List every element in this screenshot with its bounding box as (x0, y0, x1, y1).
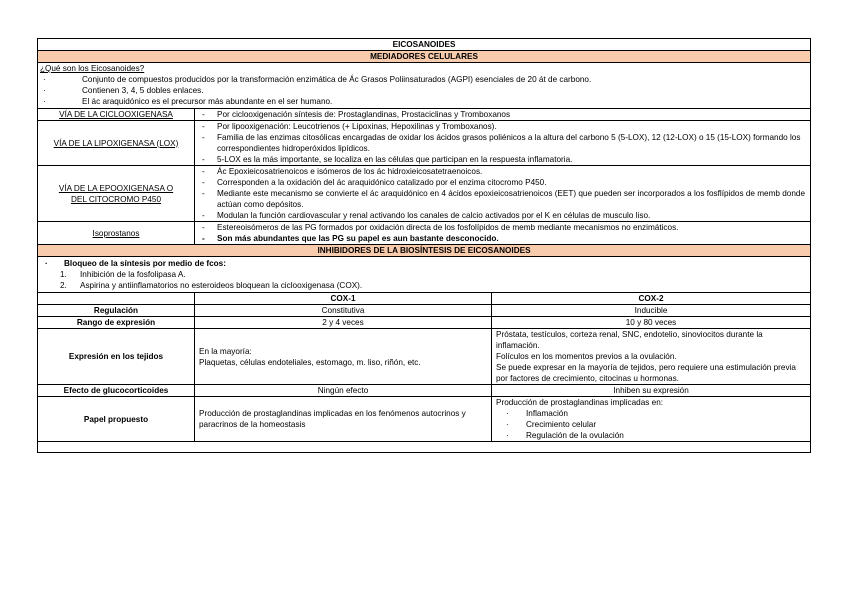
pathway-name-lox: VÍA DE LA LIPOXIGENASA (LOX) (38, 121, 195, 166)
pathway-name-isoprostanos: Isoprostanos (38, 222, 195, 245)
papel-item: · Inflamación (496, 408, 806, 419)
pathway-item: - Corresponden a la oxidación del ác araquidónico catalizado por el enzima citocromo P450. (199, 177, 806, 188)
intro-bullet: · Contienen 3, 4, 5 dobles enlaces. (40, 85, 810, 96)
pathway-name-p450: VÍA DE LA EPOOXIGENASA O DEL CITOCROMO P450 (38, 166, 195, 222)
row-label-regulacion: Regulación (38, 305, 195, 317)
table-title: EICOSANOIDES (38, 39, 811, 51)
document-page (37, 38, 810, 453)
item-text: Aspirina y antiinflamatorios no esteroideos bloquean la ciclooxigenasa (COX). (80, 281, 363, 290)
pathway-item: - Modulan la función cardiovascular y renal activando los canales de calcio activados por el K en células de musculo liso. (199, 210, 806, 221)
pathway-name-cox: VÍA DE LA CICLOOXIGENASA (38, 109, 195, 121)
intro-bullet: · El ác araquidónico es el precursor más abundante en el ser humano. (40, 96, 810, 107)
row-label-expresion: Expresión en los tejidos (38, 329, 195, 385)
item-text: Inhibición de la fosfolipasa A. (80, 270, 186, 279)
cox2-glucocorticoides: Inhiben su expresión (492, 385, 811, 397)
item-number: 1. (60, 270, 67, 279)
cox1-glucocorticoides: Ningún efecto (195, 385, 492, 397)
expresion-line: Próstata, testículos, corteza renal, SNC, endotelio, sinoviocitos durante la inflamación. (496, 330, 763, 350)
pathway-details-lox (195, 121, 811, 166)
question-heading: ¿Qué son los Eicosanoides? (40, 64, 145, 73)
section-header-mediadores: MEDIADORES CELULARES (38, 51, 811, 63)
papel-item: · Regulación de la ovulación (496, 430, 806, 441)
eicosanoides-table (37, 38, 811, 453)
item-number: 2. (60, 281, 67, 290)
cox1-header: COX-1 (195, 293, 492, 305)
inhibition-cell (38, 257, 811, 293)
cox2-header: COX-2 (492, 293, 811, 305)
pathway-details-p450 (195, 166, 811, 222)
cox1-regulacion: Constitutiva (195, 305, 492, 317)
inhibition-item (42, 269, 810, 280)
pathway-details-isoprostanos (195, 222, 811, 245)
pathway-item: - Familia de las enzimas citosólicas encargadas de oxidar los ácidos grasos poliénicos a la altura del carbono 5 (5-LOX), 12 (12-LOX) o 15 (15-LOX) formando los correspondientes hidroperóxidos lipídicos. (199, 132, 806, 154)
pathway-item: - Son más abundantes que las PG su papel es aun bastante desconocido. (199, 233, 806, 244)
inhibition-item (42, 280, 810, 291)
cox2-rango: 10 y 80 veces (492, 317, 811, 329)
expresion-line: Folículos en los momentos previos a la ovulación. (496, 352, 677, 361)
section-header-inhibidores: INHIBIDORES DE LA BIOSÍNTESIS DE EICOSANOIDES (38, 245, 811, 257)
pathway-item: - Ác Epoxieicosatrienoicos e isómeros de los ác hidroxieicosatetraenoicos. (199, 166, 806, 177)
pathway-item: - Por lipooxigenación: Leucotrienos (+ Lipoxinas, Hepoxilinas y Tromboxanos). (199, 121, 806, 132)
pathway-item: - 5-LOX es la más importante, se localiza en las células que participan en la respuesta inflamatoria. (199, 154, 806, 165)
pathway-details-cox (195, 109, 811, 121)
cox2-papel (492, 397, 811, 442)
cox1-rango: 2 y 4 veces (195, 317, 492, 329)
intro-bullet: · Conjunto de compuestos producidos por la transformación enzimática de Ác Grasos Poliinsaturados (AGPI) esenciales de 20 át de carbono. (40, 74, 810, 85)
expresion-line: Plaquetas, células endoteliales, estomago, m. liso, riñón, etc. (199, 357, 421, 367)
cox2-regulacion: Inducible (492, 305, 811, 317)
cox-header-empty (38, 293, 195, 305)
pathway-item: - Estereoisómeros de las PG formados por oxidación directa de los fosfolípidos de memb mediante mecanismos no enzimáticos. (199, 222, 806, 233)
papel-item: · Crecimiento celular (496, 419, 806, 430)
cox2-expresion (492, 329, 811, 385)
cox1-expresion (195, 329, 492, 385)
empty-footer-row (38, 442, 811, 453)
expresion-line: Se puede expresar en la mayoría de tejidos, pero requiere una estimulación previa por factores de crecimiento, citocinas u hormonas. (496, 363, 796, 383)
row-label-papel: Papel propuesto (38, 397, 195, 442)
pathway-item: - Mediante este mecanismo se convierte el ác araquidónico en 4 ácidos epoxieicosatrienoicos (EET) que pueden ser incorporados a los fosflípidos de memb donde actúan como depósitos. (199, 188, 806, 210)
row-label-rango: Rango de expresión (38, 317, 195, 329)
inhibition-title: · Bloqueo de la síntesis por medio de fcos: (42, 258, 810, 269)
row-label-glucocorticoides: Efecto de glucocorticoides (38, 385, 195, 397)
intro-cell (38, 63, 811, 109)
expresion-line: En la mayoría: (199, 346, 252, 356)
papel-intro: Producción de prostaglandinas implicadas en: (496, 398, 664, 407)
pathway-item: - Por ciclooxigenación síntesis de: Prostaglandinas, Prostaciclinas y Tromboxanos (199, 109, 806, 120)
cox1-papel: Producción de prostaglandinas implicadas en los fenómenos autocrinos y paracrinos de la homeostasis (195, 397, 492, 442)
